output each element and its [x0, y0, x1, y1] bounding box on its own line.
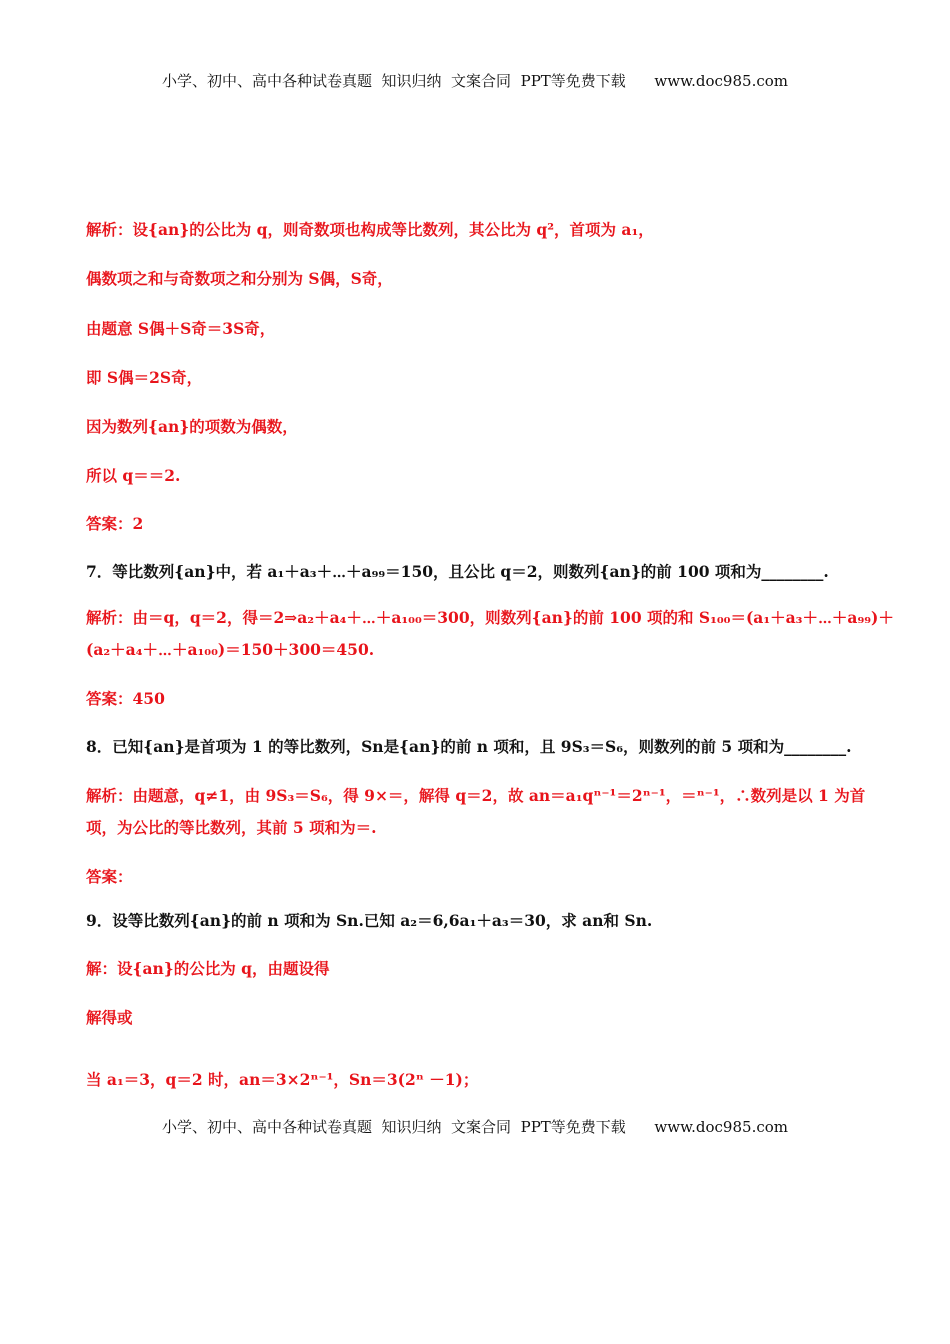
page-header: 小学、初中、高中各种试卷真题 知识归纳 文案合同 PPT等免费下载 www.doc985.com	[161, 72, 788, 90]
question-8: 8．已知{an}是首项为 1 的等比数列，Sn是{an}的前 n 项和，且 9S₃＝S₆，则数列的前 5 项和为________.	[86, 737, 852, 756]
solution-line: 解得或	[86, 1008, 133, 1027]
solution-line: 由题意 S偶＋S奇＝3S奇，	[86, 319, 276, 338]
question-9: 9．设等比数列{an}的前 n 项和为 Sn.已知 a₂＝6,6a₁＋a₃＝30，求 an和 Sn.	[86, 911, 653, 930]
solution-line: 因为数列{an}的项数为偶数，	[86, 417, 298, 436]
solution-line: 所以 q＝＝2.	[86, 466, 181, 485]
solution-line: 项，为公比的等比数列，其前 5 项和为＝.	[86, 818, 377, 837]
solution-line: 解析：由＝q，q＝2，得＝2⇒a₂＋a₄＋⋯＋a₁₀₀＝300，则数列{an}的前 100 项的和 S₁₀₀＝(a₁＋a₃＋⋯＋a₉₉)＋	[86, 608, 894, 627]
solution-line: (a₂＋a₄＋⋯＋a₁₀₀)＝150＋300＝450.	[86, 640, 375, 659]
answer-line: 答案：	[86, 867, 133, 886]
question-7: 7．等比数列{an}中，若 a₁＋a₃＋⋯＋a₉₉＝150，且公比 q＝2，则数列{an}的前 100 项和为________.	[86, 562, 829, 581]
answer-line: 答案：2	[86, 514, 144, 533]
answer-line: 答案：450	[86, 689, 165, 708]
solution-line: 解析：由题意，q≠1，由 9S₃＝S₆，得 9×＝，解得 q＝2，故 an＝a₁qⁿ⁻¹＝2ⁿ⁻¹，＝ⁿ⁻¹，∴数列是以 1 为首	[86, 786, 866, 805]
solution-line: 当 a₁＝3，q＝2 时，an＝3×2ⁿ⁻¹，Sn＝3(2ⁿ －1)；	[86, 1070, 479, 1089]
solution-line: 即 S偶＝2S奇，	[86, 368, 203, 387]
solution-line: 解：设{an}的公比为 q，由题设得	[86, 959, 330, 978]
solution-line: 偶数项之和与奇数项之和分别为 S偶，S奇，	[86, 269, 393, 288]
solution-line: 解析：设{an}的公比为 q，则奇数项也构成等比数列，其公比为 q²，首项为 a₁，	[86, 220, 654, 239]
page-footer: 小学、初中、高中各种试卷真题 知识归纳 文案合同 PPT等免费下载 www.doc985.com	[161, 1118, 788, 1136]
